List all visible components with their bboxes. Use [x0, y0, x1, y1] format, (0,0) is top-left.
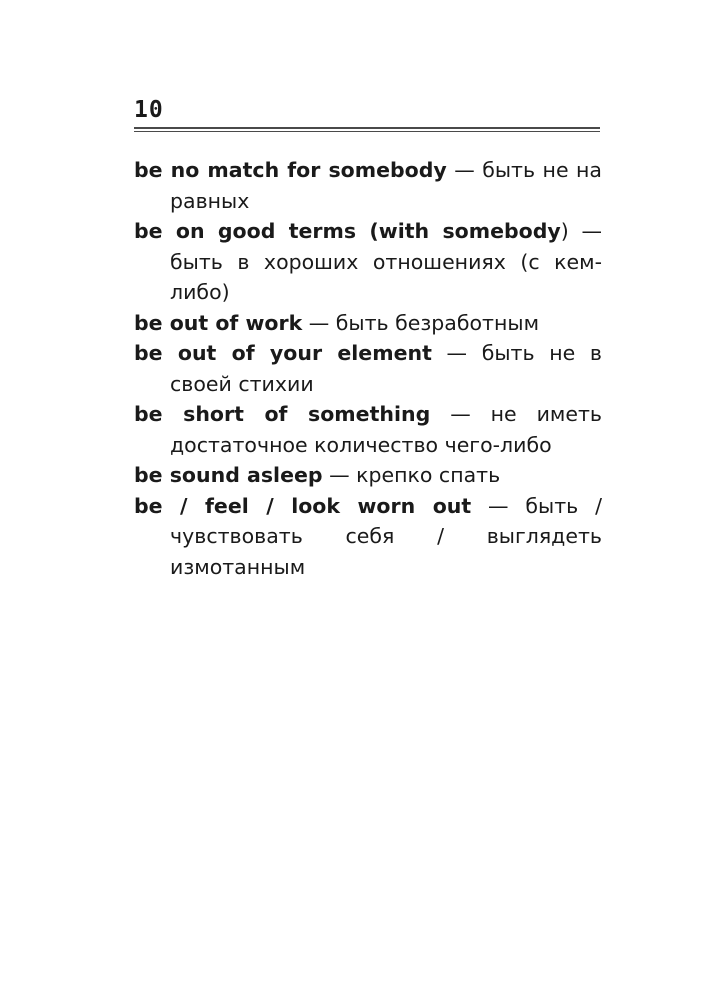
entry-term: be sound asleep [134, 463, 323, 487]
list-item [134, 338, 602, 399]
list-item [134, 155, 602, 216]
entry-definition: — быть не на равных [170, 158, 602, 213]
entry-term: be out of your element [134, 341, 432, 365]
list-item [134, 491, 602, 583]
entry-term: be out of work [134, 310, 303, 335]
list-item [134, 460, 602, 491]
header-rule-thick [134, 127, 600, 129]
list-item [134, 216, 602, 308]
phrase-list [134, 155, 602, 582]
entry-definition: — быть безработным [302, 310, 540, 335]
entry-term-paren: (with [356, 219, 443, 243]
entry-definition: — быть в хороших отношениях (с кем-либо) [170, 219, 602, 304]
entry-term: be / feel / look worn out [134, 493, 472, 518]
entry-term-object: somebody [442, 219, 561, 243]
list-item [134, 308, 602, 339]
list-item [134, 399, 602, 460]
entry-term: be on good terms [134, 219, 357, 243]
entry-definition: — крепко спать [322, 463, 501, 487]
entry-definition: — быть / чувствовать себя / выглядеть измотанным [170, 493, 602, 579]
entry-definition: — не иметь достаточное количество чего-либо [170, 402, 602, 457]
entry-term-paren-close: ) [560, 219, 569, 243]
header-rule-thin [134, 131, 600, 132]
entry-definition: — быть не в своей стихии [170, 341, 603, 396]
page-number: 10 [134, 97, 164, 123]
entry-term: be no match for somebody [134, 158, 447, 182]
entry-term: be short of something [134, 402, 431, 426]
